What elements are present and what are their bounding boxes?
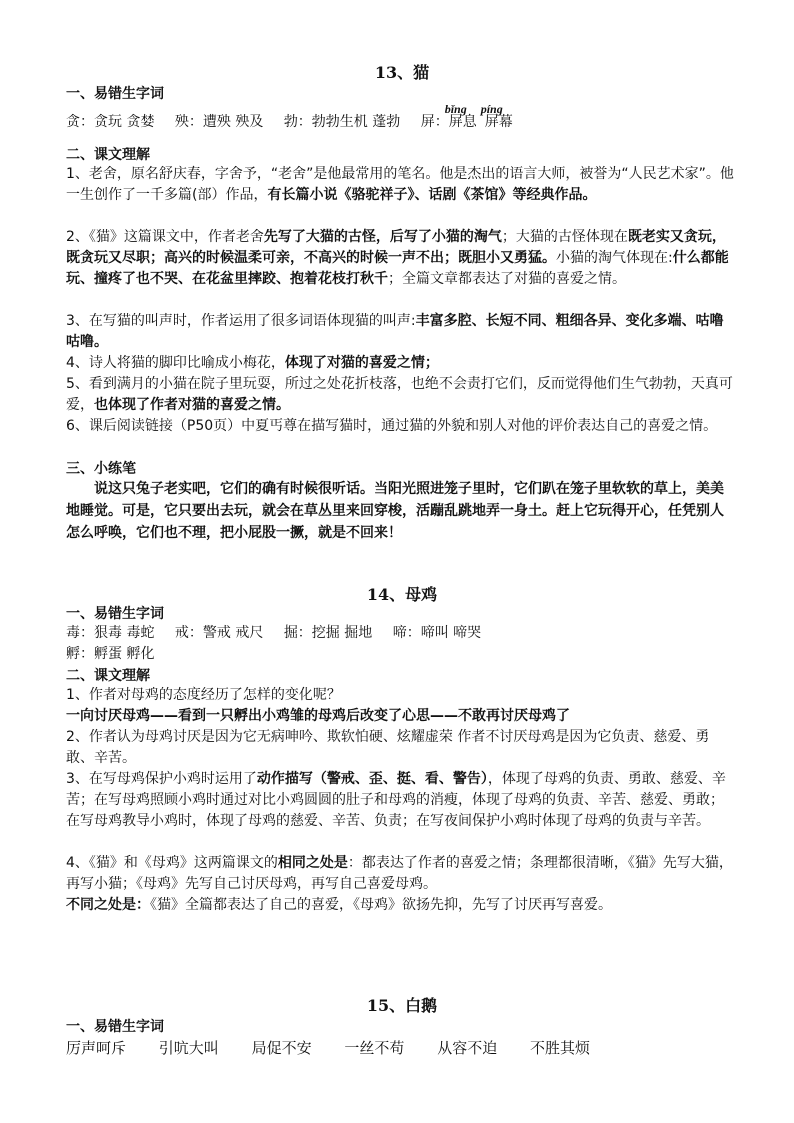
heading-vocab-13: 一、易错生字词	[66, 86, 164, 102]
answer-14-1: 一向讨厌母鸡——看到一只孵出小鸡雏的母鸡后改变了心思——不敢再讨厌母鸡了	[66, 708, 570, 724]
ruby-bing	[444, 102, 467, 133]
vocab-jie: 戒：警戒 戒尺	[174, 625, 264, 641]
vocab-yang: 殃：遭殃 殃及	[174, 114, 264, 130]
word-15-2: 局促不安	[251, 1039, 312, 1057]
vocab-tan: 贪：贪玩 贪婪	[66, 114, 155, 130]
section-title-14: 14、母鸡	[366, 585, 438, 604]
vocab-du: 毒：狠毒 毒蛇	[66, 625, 155, 641]
word-15-1: 引吭大叫	[158, 1039, 219, 1057]
paragraph-13-1: 1、老舍，原名舒庆春，字舍予，“老舍”是他最常用的笔名。他是杰出的语言大师，被誉为“人民艺术家”。他一生创作了一千多篇(部）作品，有长篇小说《骆驼祥子》、话剧《茶馆》等经典作品。	[66, 166, 734, 203]
word-15-0: 厉声呵斥	[66, 1039, 127, 1057]
paragraph-14-5: 不同之处是：《猫》全篇都表达了自己的喜爱，《母鸡》欲扬先抑，先写了讨厌再写喜爱。	[66, 897, 612, 913]
ruby-base-ping: 屏	[484, 114, 499, 130]
vocab-line-14-1	[66, 623, 734, 644]
vocab-jue: 掘：挖掘 掘地	[283, 625, 373, 641]
vocab-line-14-2	[66, 644, 734, 665]
paragraph-13-4: 4、诗人将猫的脚印比喻成小梅花，体现了对猫的喜爱之情；	[66, 355, 439, 371]
heading-understanding-14: 二、课文理解	[66, 668, 150, 684]
vocab-ping-label: 屏：	[420, 114, 449, 130]
word-15-3: 一丝不苟	[344, 1039, 405, 1057]
vocab-line-15	[66, 1038, 734, 1059]
ruby-base-bing: 屏	[448, 114, 463, 130]
question-14-1: 1、作者对母鸡的态度经历了怎样的变化呢？	[66, 687, 341, 703]
heading-understanding-13: 二、课文理解	[66, 147, 150, 163]
paragraph-13-5: 5、看到满月的小猫在院子里玩耍，所过之处花折枝落，也绝不会责打它们，反而觉得他们生气勃勃，天真可爱，也体现了作者对猫的喜爱之情。	[66, 376, 733, 413]
section-title-13: 13、猫	[374, 63, 430, 82]
word-15-4: 从容不迫	[437, 1039, 498, 1057]
paragraph-14-3: 3、在写母鸡保护小鸡时运用了动作描写（警戒、歪、挺、看、警告），体现了母鸡的负责、勇敢、慈爱、辛苦；在写母鸡照顾小鸡时通过对比小鸡圆圆的肚子和母鸡的消瘦，体现了母鸡的负责、辛苦、慈爱、勇敢；在写母鸡教导小鸡时，体现了母鸡的慈爱、辛苦、负责；在写夜间保护小鸡时体现了母鸡的负责与辛苦。	[66, 771, 726, 829]
pinyin-ping: píng	[480, 102, 503, 116]
vocab-xi: 息	[462, 114, 477, 130]
heading-exercise-13: 三、小练笔	[66, 461, 136, 477]
heading-vocab-15: 一、易错生字词	[66, 1019, 164, 1035]
vocab-bo: 勃：勃勃生机 蓬勃	[283, 114, 401, 130]
vocab-mu: 幕	[498, 114, 513, 130]
paragraph-14-2: 2、作者认为母鸡讨厌是因为它无病呻吟、欺软怕硬、炫耀虚荣 作者不讨厌母鸡是因为它负责、慈爱、勇敢、辛苦。	[66, 729, 710, 766]
section-title-15: 15、白鹅	[366, 996, 438, 1015]
word-15-5: 不胜其烦	[529, 1039, 590, 1057]
vocab-fu: 孵：孵蛋 孵化	[66, 646, 155, 662]
paragraph-13-6: 6、课后阅读链接（P50页）中夏丐尊在描写猫时，通过猫的外貌和别人对他的评价表达自己的喜爱之情。	[66, 418, 718, 434]
paragraph-13-2: 2、《猫》这篇课文中，作者老舍先写了大猫的古怪，后写了小猫的淘气；大猫的古怪体现在既老实又贪玩，既贪玩又尽职；高兴的时候温柔可亲，不高兴的时候一声不出；既胆小又勇猛。小猫的淘气体现在:什么都能玩、撞疼了也不哭、在花盆里摔跤、抱着花枝打秋千；全篇文章都表达了对猫的喜爱之情。	[66, 229, 729, 287]
paragraph-14-4: 4、《猫》和《母鸡》这两篇课文的相同之处是：都表达了作者的喜爱之情；条理都很清晰，《猫》先写大猫，再写小猫；《母鸡》先写自己讨厌母鸡，再写自己喜爱母鸡。	[66, 855, 733, 892]
vocab-line-13	[66, 102, 734, 133]
heading-vocab-14: 一、易错生字词	[66, 606, 164, 622]
ruby-ping	[480, 102, 503, 133]
exercise-paragraph-13: 说这只兔子老实吧，它们的确有时候很听话。当阳光照进笼子里时，它们趴在笼子里软软的草上，美美地睡觉。可是，它只要出去玩，就会在草丛里来回穿梭，活蹦乱跳地弄一身土。赶上它玩得开心，任凭别人怎么呼唤，它们也不理，把小屁股一撅，就是不回来！	[66, 481, 724, 541]
vocab-ti: 啼：啼叫 啼哭	[392, 625, 482, 641]
paragraph-13-3: 3、在写猫的叫声时，作者运用了很多词语体现猫的叫声:丰富多腔、长短不同、粗细各异、变化多端、咕噜咕噜。	[66, 313, 724, 350]
pinyin-bing: bǐng	[444, 102, 467, 116]
